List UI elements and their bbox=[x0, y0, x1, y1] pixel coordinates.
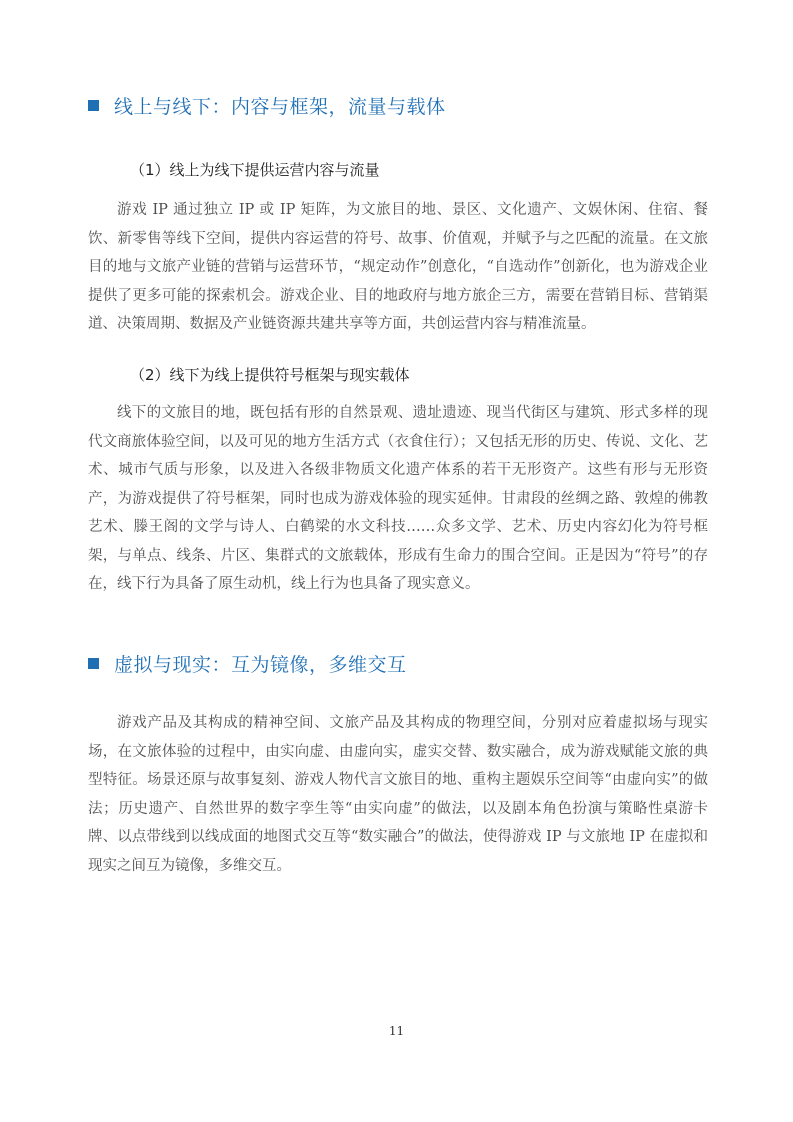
paragraph-online-provides-content: 游戏 IP 通过独立 IP 或 IP 矩阵，为文旅目的地、景区、文化遗产、文娱休闲、住宿、餐饮、新零售等线下空间，提供内容运营的符号、故事、价值观，并赋予与之匹配的流量。在文旅目的地与文旅产业链的营销与运营环节，“规定动作”创意化，“自选动作”创新化，也为游戏企业提供了更多可能的探索机会。游戏企业、目的地政府与地方旅企三方，需要在营销目标、营销渠道、决策周期、数据及产业链资源共建共享等方面，共创运营内容与精准流量。 bbox=[88, 202, 708, 332]
subsection-heading-1: （1）线上为线下提供运营内容与流量 bbox=[130, 161, 380, 179]
section-heading-virtual-real bbox=[88, 649, 407, 677]
section-title: 虚拟与现实：互为镜像，多维交互 bbox=[114, 653, 407, 676]
square-bullet-icon bbox=[88, 100, 99, 111]
subsection-heading-2: （2）线下为线上提供符号框架与现实载体 bbox=[130, 366, 410, 384]
section-title: 线上与线下：内容与框架，流量与载体 bbox=[114, 95, 446, 118]
paragraph-virtual-real-mirror: 游戏产品及其构成的精神空间、文旅产品及其构成的物理空间，分别对应着虚拟场与现实场，在文旅体验的过程中，由实向虚、由虚向实，虚实交替、数实融合，成为游戏赋能文旅的典型特征。场景还原与故事复刻、游戏人物代言文旅目的地、重构主题娱乐空间等“由虚向实”的做法；历史遗产、自然世界的数字孪生等“由实向虚”的做法，以及剧本角色扮演与策略性桌游卡牌、以点带线到以线成面的地图式交互等“数实融合”的做法，使得游戏 IP 与文旅地 IP 在虚拟和现实之间互为镜像，多维交互。 bbox=[88, 715, 708, 874]
paragraph-offline-provides-framework: 线下的文旅目的地，既包括有形的自然景观、遗址遗迹、现当代街区与建筑、形式多样的现代文商旅体验空间，以及可见的地方生活方式（衣食住行）；又包括无形的历史、传说、文化、艺术、城市气质与形象，以及进入各级非物质文化遗产体系的若干无形资产。这些有形与无形资产，为游戏提供了符号框架，同时也成为游戏体验的现实延伸。甘肃段的丝绸之路、敦煌的佛教艺术、滕王阁的文学与诗人、白鹤梁的水文科技……众多文学、艺术、历史内容幻化为符号框架，与单点、线条、片区、集群式的文旅载体，形成有生命力的围合空间。正是因为“符号”的存在，线下行为具备了原生动机，线上行为也具备了现实意义。 bbox=[88, 405, 708, 592]
square-bullet-icon bbox=[88, 658, 99, 669]
page-number: 11 bbox=[388, 1024, 405, 1038]
section-heading-online-offline bbox=[88, 91, 446, 119]
